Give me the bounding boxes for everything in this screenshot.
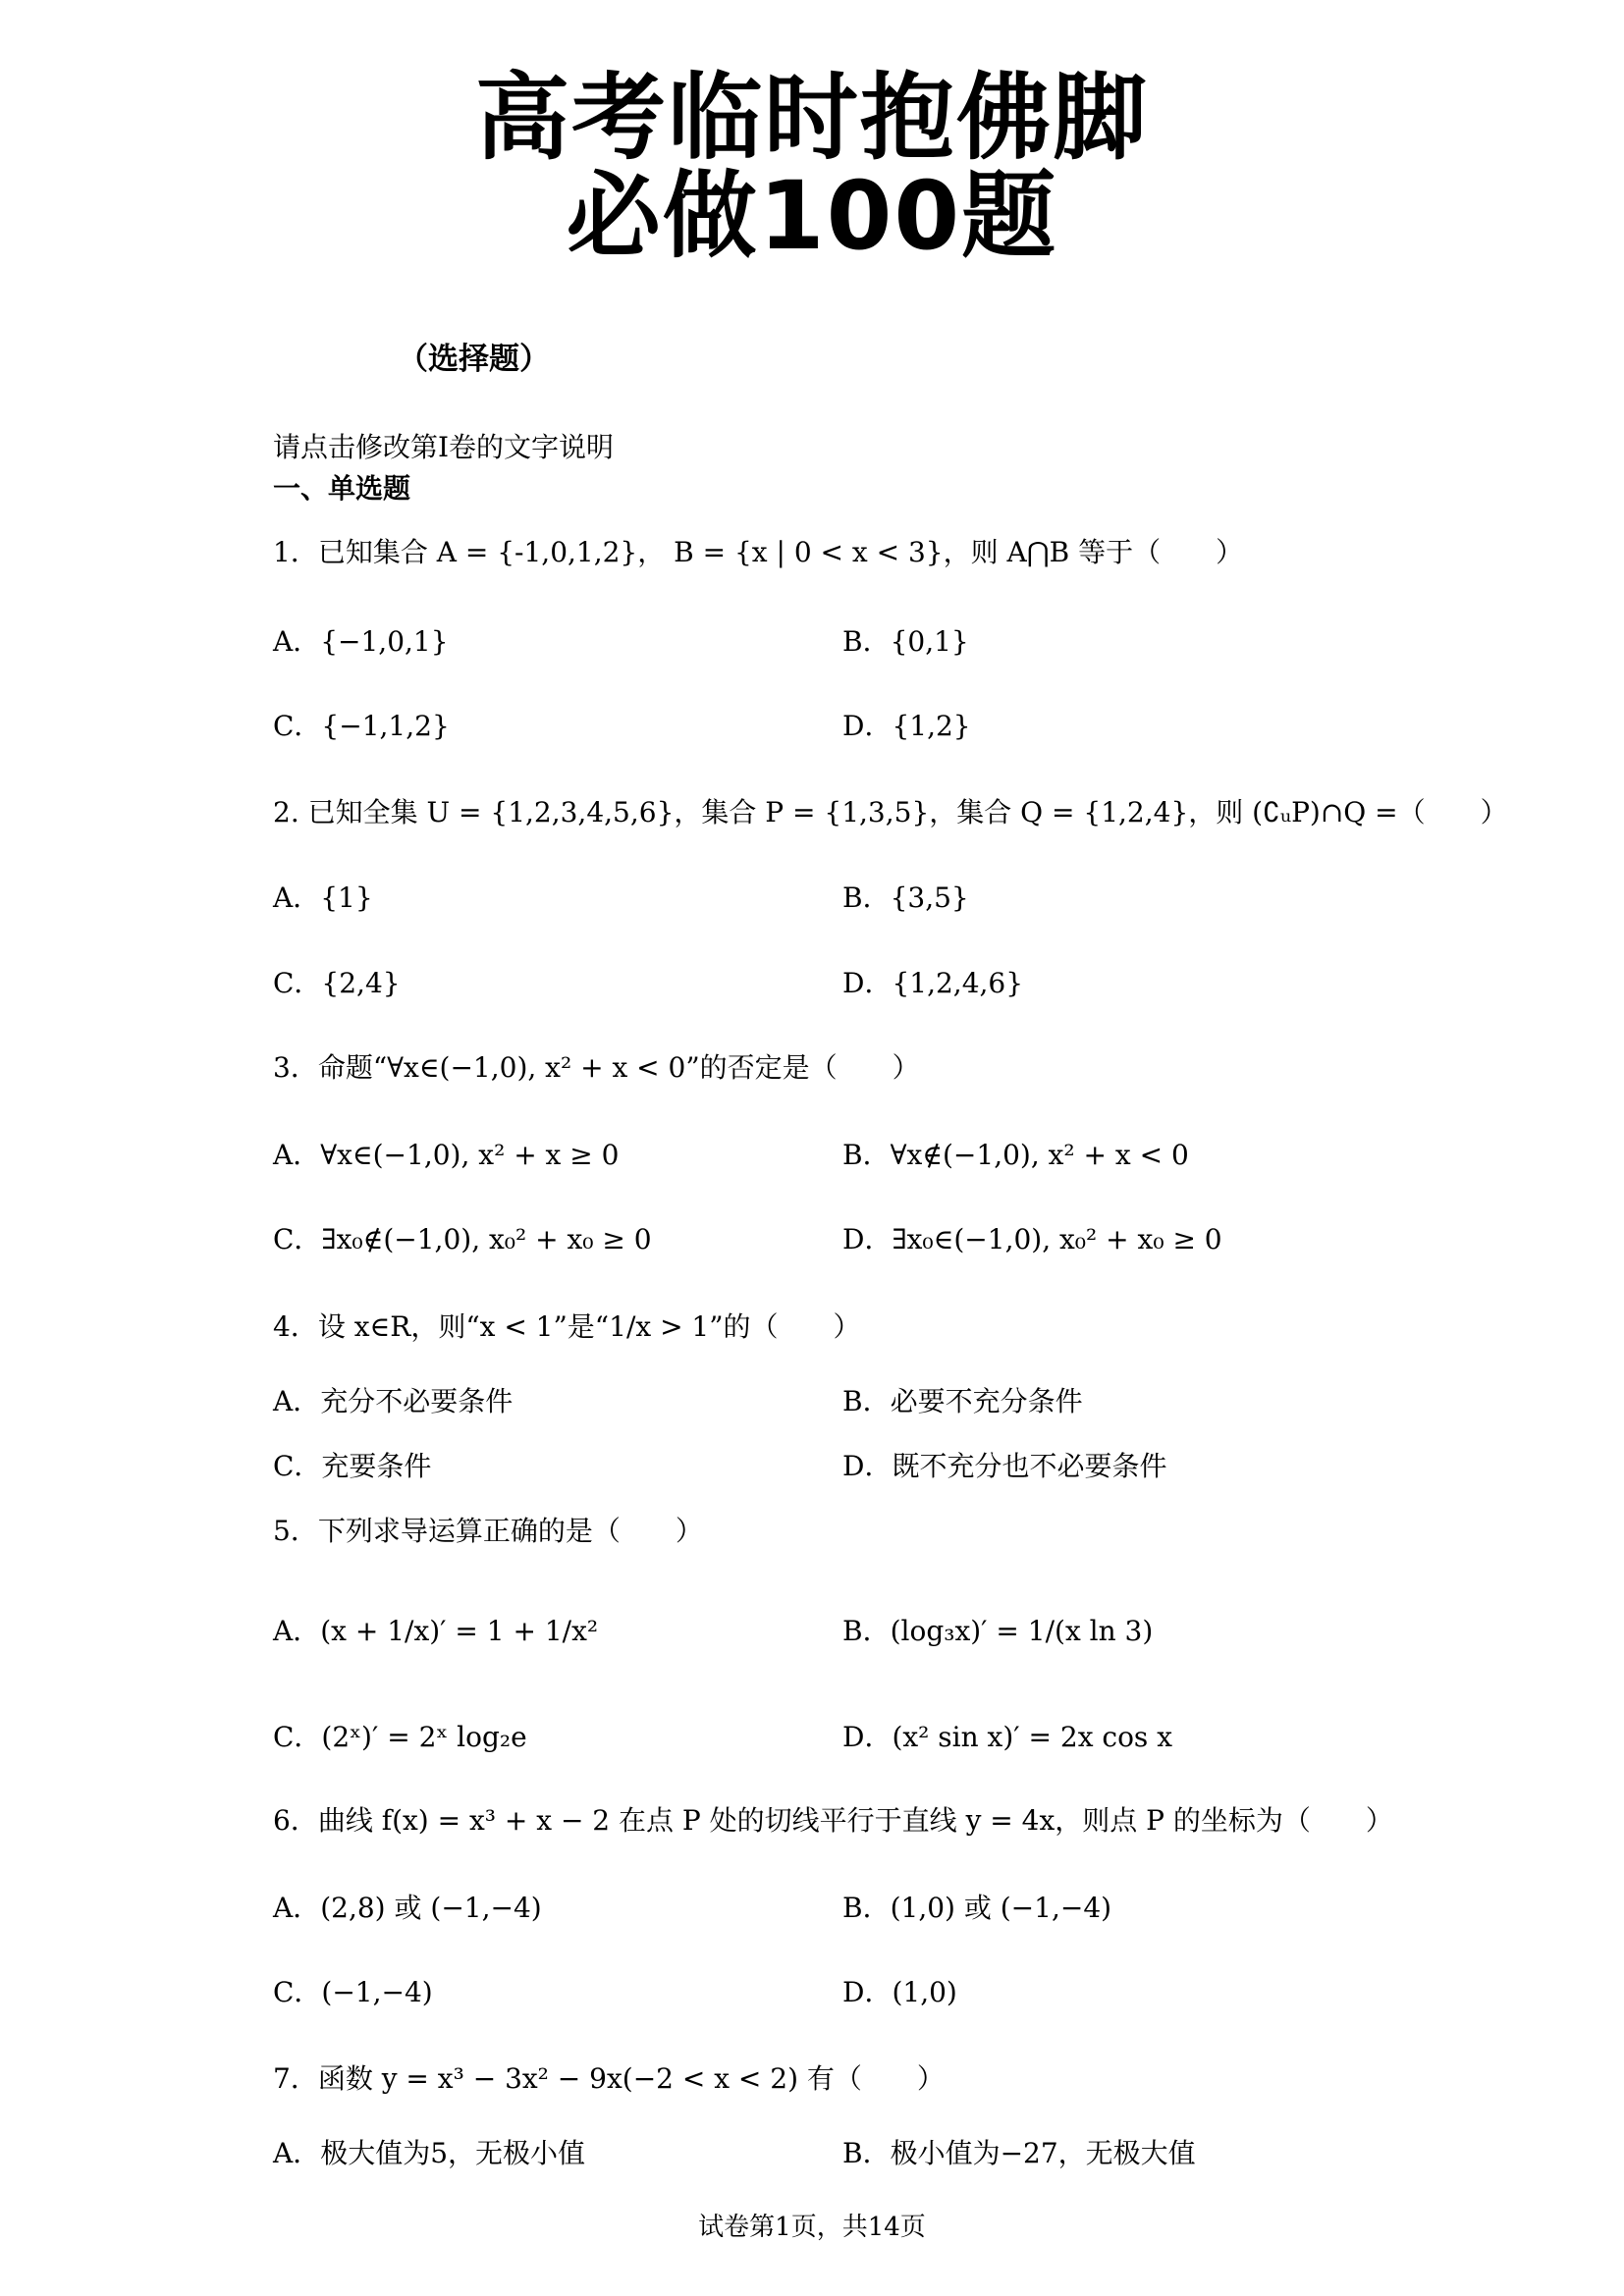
document-title-line1: 高考临时抱佛脚 <box>475 63 1149 173</box>
question-3-option-a: A．∀x∈(−1,0), x² + x ≥ 0 <box>273 1139 620 1171</box>
question-7-stem: 7．函数 y = x³ − 3x² − 9x(−2 < x < 2) 有（ ） <box>273 2062 945 2095</box>
question-1-option-c: C．{−1,1,2} <box>273 710 450 742</box>
question-2-option-c: C．{2,4} <box>273 967 401 999</box>
question-2-option-b: B．{3,5} <box>842 881 969 914</box>
page-footer: 试卷第1页，共14页 <box>698 2213 926 2242</box>
question-3-option-c: C．∃x₀∉(−1,0), x₀² + x₀ ≥ 0 <box>273 1223 652 1255</box>
question-6-option-c: C．(−1,−4) <box>273 1976 433 2008</box>
question-4-option-c: C．充要条件 <box>273 1450 432 1482</box>
question-4-option-b: B．必要不充分条件 <box>842 1385 1083 1417</box>
question-1-stem: 1．已知集合 A = {-1,0,1,2}， B = {x | 0 < x < 3}，则 A⋂B 等于（ ） <box>273 536 1244 568</box>
question-2-option-d: D．{1,2,4,6} <box>842 967 1024 999</box>
question-3-option-b: B．∀x∉(−1,0), x² + x < 0 <box>842 1139 1189 1171</box>
question-6-stem: 6．曲线 f(x) = x³ + x − 2 在点 P 处的切线平行于直线 y = 4x，则点 P 的坐标为（ ） <box>273 1804 1393 1837</box>
question-1-option-b: B．{0,1} <box>842 625 969 658</box>
question-3-option-d: D．∃x₀∈(−1,0), x₀² + x₀ ≥ 0 <box>842 1223 1222 1255</box>
question-6-option-a: A．(2,8) 或 (−1,−4) <box>273 1892 542 1924</box>
question-7-option-a: A．极大值为5，无极小值 <box>273 2137 586 2169</box>
question-6-option-b: B．(1,0) 或 (−1,−4) <box>842 1892 1112 1924</box>
question-4-stem: 4．设 x∈R，则“x < 1”是“1/x > 1”的（ ） <box>273 1310 861 1343</box>
question-5-option-c: C．(2ˣ)′ = 2ˣ log₂e <box>273 1721 527 1753</box>
question-1-option-d: D．{1,2} <box>842 710 971 742</box>
instruction-text: 请点击修改第I卷的文字说明 <box>273 431 615 463</box>
document-title-line2: 必做100题 <box>566 161 1058 271</box>
question-5-option-d: D．(x² sin x)′ = 2x cos x <box>842 1721 1172 1753</box>
question-6-option-d: D．(1,0) <box>842 1976 957 2008</box>
question-2-stem: 2. 已知全集 U = {1,2,3,4,5,6}，集合 P = {1,3,5}，集合 Q = {1,2,4}，则 (∁ᵤP)∩Q =（ ） <box>273 796 1508 828</box>
question-1-option-a: A．{−1,0,1} <box>273 625 449 658</box>
section-label: （选择题） <box>398 342 550 377</box>
question-4-option-d: D．既不充分也不必要条件 <box>842 1450 1167 1482</box>
question-3-stem: 3．命题“∀x∈(−1,0), x² + x < 0”的否定是（ ） <box>273 1051 920 1084</box>
question-7-option-b: B．极小值为−27，无极大值 <box>842 2137 1196 2169</box>
question-2-option-a: A．{1} <box>273 881 373 914</box>
question-4-option-a: A．充分不必要条件 <box>273 1385 514 1417</box>
question-5-option-b: B．(log₃x)′ = 1/(x ln 3) <box>842 1615 1154 1647</box>
question-5-option-a: A．(x + 1/x)′ = 1 + 1/x² <box>273 1615 599 1647</box>
section-heading: 一、单选题 <box>273 472 411 505</box>
question-5-stem: 5．下列求导运算正确的是（ ） <box>273 1515 703 1547</box>
